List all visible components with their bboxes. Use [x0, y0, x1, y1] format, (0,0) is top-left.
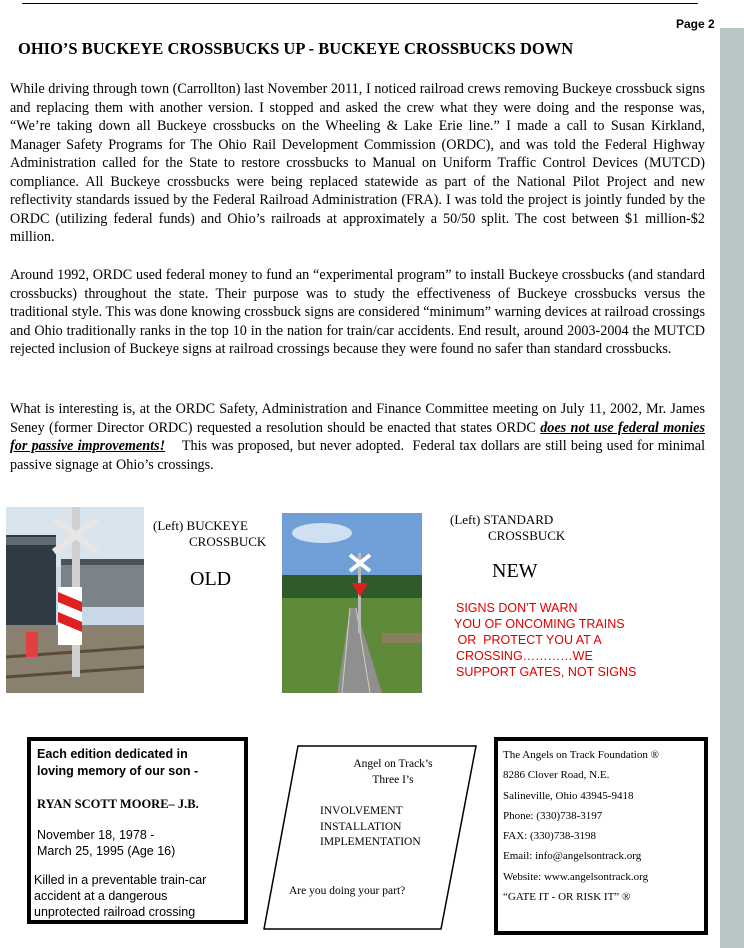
paragraph-3-end: This was proposed, but never adopted. Federal tax dollars are still being used for minimal passive signage at Ohio’s crossings. — [10, 438, 709, 473]
foundation-city: Salineville, Ohio 43945-9418 — [503, 789, 634, 802]
paragraph-2: Around 1992, ORDC used federal money to fund an “experimental program” to install Buckeye crossbucks (and standard crossbucks) throughout the state. Their purpose was to study the effectiveness of Buckeye crossbucks versus the traditional style. This was done knowing crossbuck signs are considered “minimum” warning devices at railroad crossings and Ohio traditionally ranks in the top 10 in the nation for train/car accidents. End result, around 2003-2004 the MUTCD rejected inclusion of Buckeye signs at railroad crossings because they were found no safer than standard crossbucks. — [10, 267, 705, 357]
article-title: OHIO’S BUCKEYE CROSSBUCKS UP - BUCKEYE CROSSBUCKS DOWN — [18, 39, 574, 58]
foundation-box — [494, 737, 708, 935]
three-is-box — [263, 745, 478, 930]
side-bar — [720, 28, 744, 948]
left-caption-line2: CROSSBUCK — [189, 534, 267, 549]
warning-line: YOU OF ONCOMING TRAINS — [454, 617, 625, 631]
warning-line: CROSSING…………WE — [456, 649, 593, 663]
warning-text — [454, 600, 636, 680]
memorial-note-line1: Killed in a preventable train-car — [34, 873, 207, 887]
foundation-email[interactable]: Email: info@angelsontrack.org — [503, 850, 642, 863]
memorial-note-line3: unprotected railroad crossing — [34, 905, 196, 919]
three-is-title-line1: Angel on Track’s — [353, 758, 433, 770]
foundation-name: The Angels on Track Foundation ® — [503, 749, 659, 761]
paragraph-3-emphasis: does not use federal monies for passive improvements! — [10, 419, 705, 454]
foundation-website[interactable]: Website: www.angelsontrack.org — [503, 870, 649, 883]
memorial-heading-line1: Each edition dedicated in — [37, 747, 188, 761]
foundation-fax: FAX: (330)738-3198 — [503, 830, 596, 843]
paragraph-3 — [10, 400, 709, 474]
right-caption-line1: (Left) STANDARD — [450, 512, 554, 527]
memorial-heading-line2: loving memory of our son - — [37, 764, 199, 778]
page-number: Page 2 — [676, 17, 715, 31]
three-is-item: IMPLEMENTATION — [320, 836, 421, 848]
foundation-address: 8286 Clover Road, N.E. — [503, 769, 610, 782]
three-is-title-line2: Three I’s — [372, 773, 414, 786]
three-is-question: Are you doing your part? — [289, 885, 406, 897]
foundation-phone: Phone: (330)738-3197 — [503, 809, 603, 822]
old-label: OLD — [190, 568, 232, 590]
memorial-dates-line2: March 25, 1995 (Age 16) — [37, 844, 176, 858]
paragraph-1: While driving through town (Carrollton) last November 2011, I noticed railroad crews removing Buckeye crossbuck signs and replacing them with another version. I stopped and asked the crew what they were doing and the response was, “We’re taking down all Buckeye crossbucks on the Wheeling & Lake Erie line.” I made a call to Susan Kirkland, Manager Safety Programs for The Ohio Rail Development Commission (ORDC), and was told the Federal Highway Administration called for the State to restore crossbucks to Manual on Uniform Traffic Control Devices (MUTCD) compliance. All Buckeye crossbucks were being replaced statewide as part of the National Pilot Project and new reflectivity standards issued by the Federal Railroad Administration (FRA). I was told the project is jointly funded by the ORDC (utilizing federal funds) and Ohio’s railroads at approximately a 50/50 split. The cost between $1 million-$2 million. — [10, 81, 705, 245]
three-is-item: INSTALLATION — [320, 820, 402, 833]
paragraph-3-start: What is interesting is, at the ORDC Safety, Administration and Finance Committee meeting on July 11, 2002, Mr. James Seney (former Director ORDC) requested a resolution should be enacted that states ORDC — [10, 401, 705, 436]
warning-line: SUPPORT GATES, NOT SIGNS — [456, 665, 637, 679]
memorial-note-line2: accident at a dangerous — [34, 889, 168, 903]
new-label: NEW — [492, 560, 538, 582]
foundation-slogan: “GATE IT - OR RISK IT” ® — [503, 891, 631, 904]
memorial-name: RYAN SCOTT MOORE– J.B. — [37, 797, 199, 811]
memorial-box — [27, 737, 248, 924]
memorial-dates-line1: November 18, 1978 - — [37, 828, 155, 842]
warning-line: OR PROTECT YOU AT A — [454, 633, 602, 647]
right-caption-line2: CROSSBUCK — [488, 528, 566, 543]
top-rule — [22, 3, 698, 4]
standard-crossbuck-photo — [282, 513, 422, 693]
buckeye-crossbuck-photo — [6, 507, 144, 693]
warning-line: SIGNS DON’T WARN — [456, 601, 578, 615]
left-caption-line1: (Left) BUCKEYE — [153, 518, 248, 533]
three-is-item: INVOLVEMENT — [320, 805, 403, 817]
